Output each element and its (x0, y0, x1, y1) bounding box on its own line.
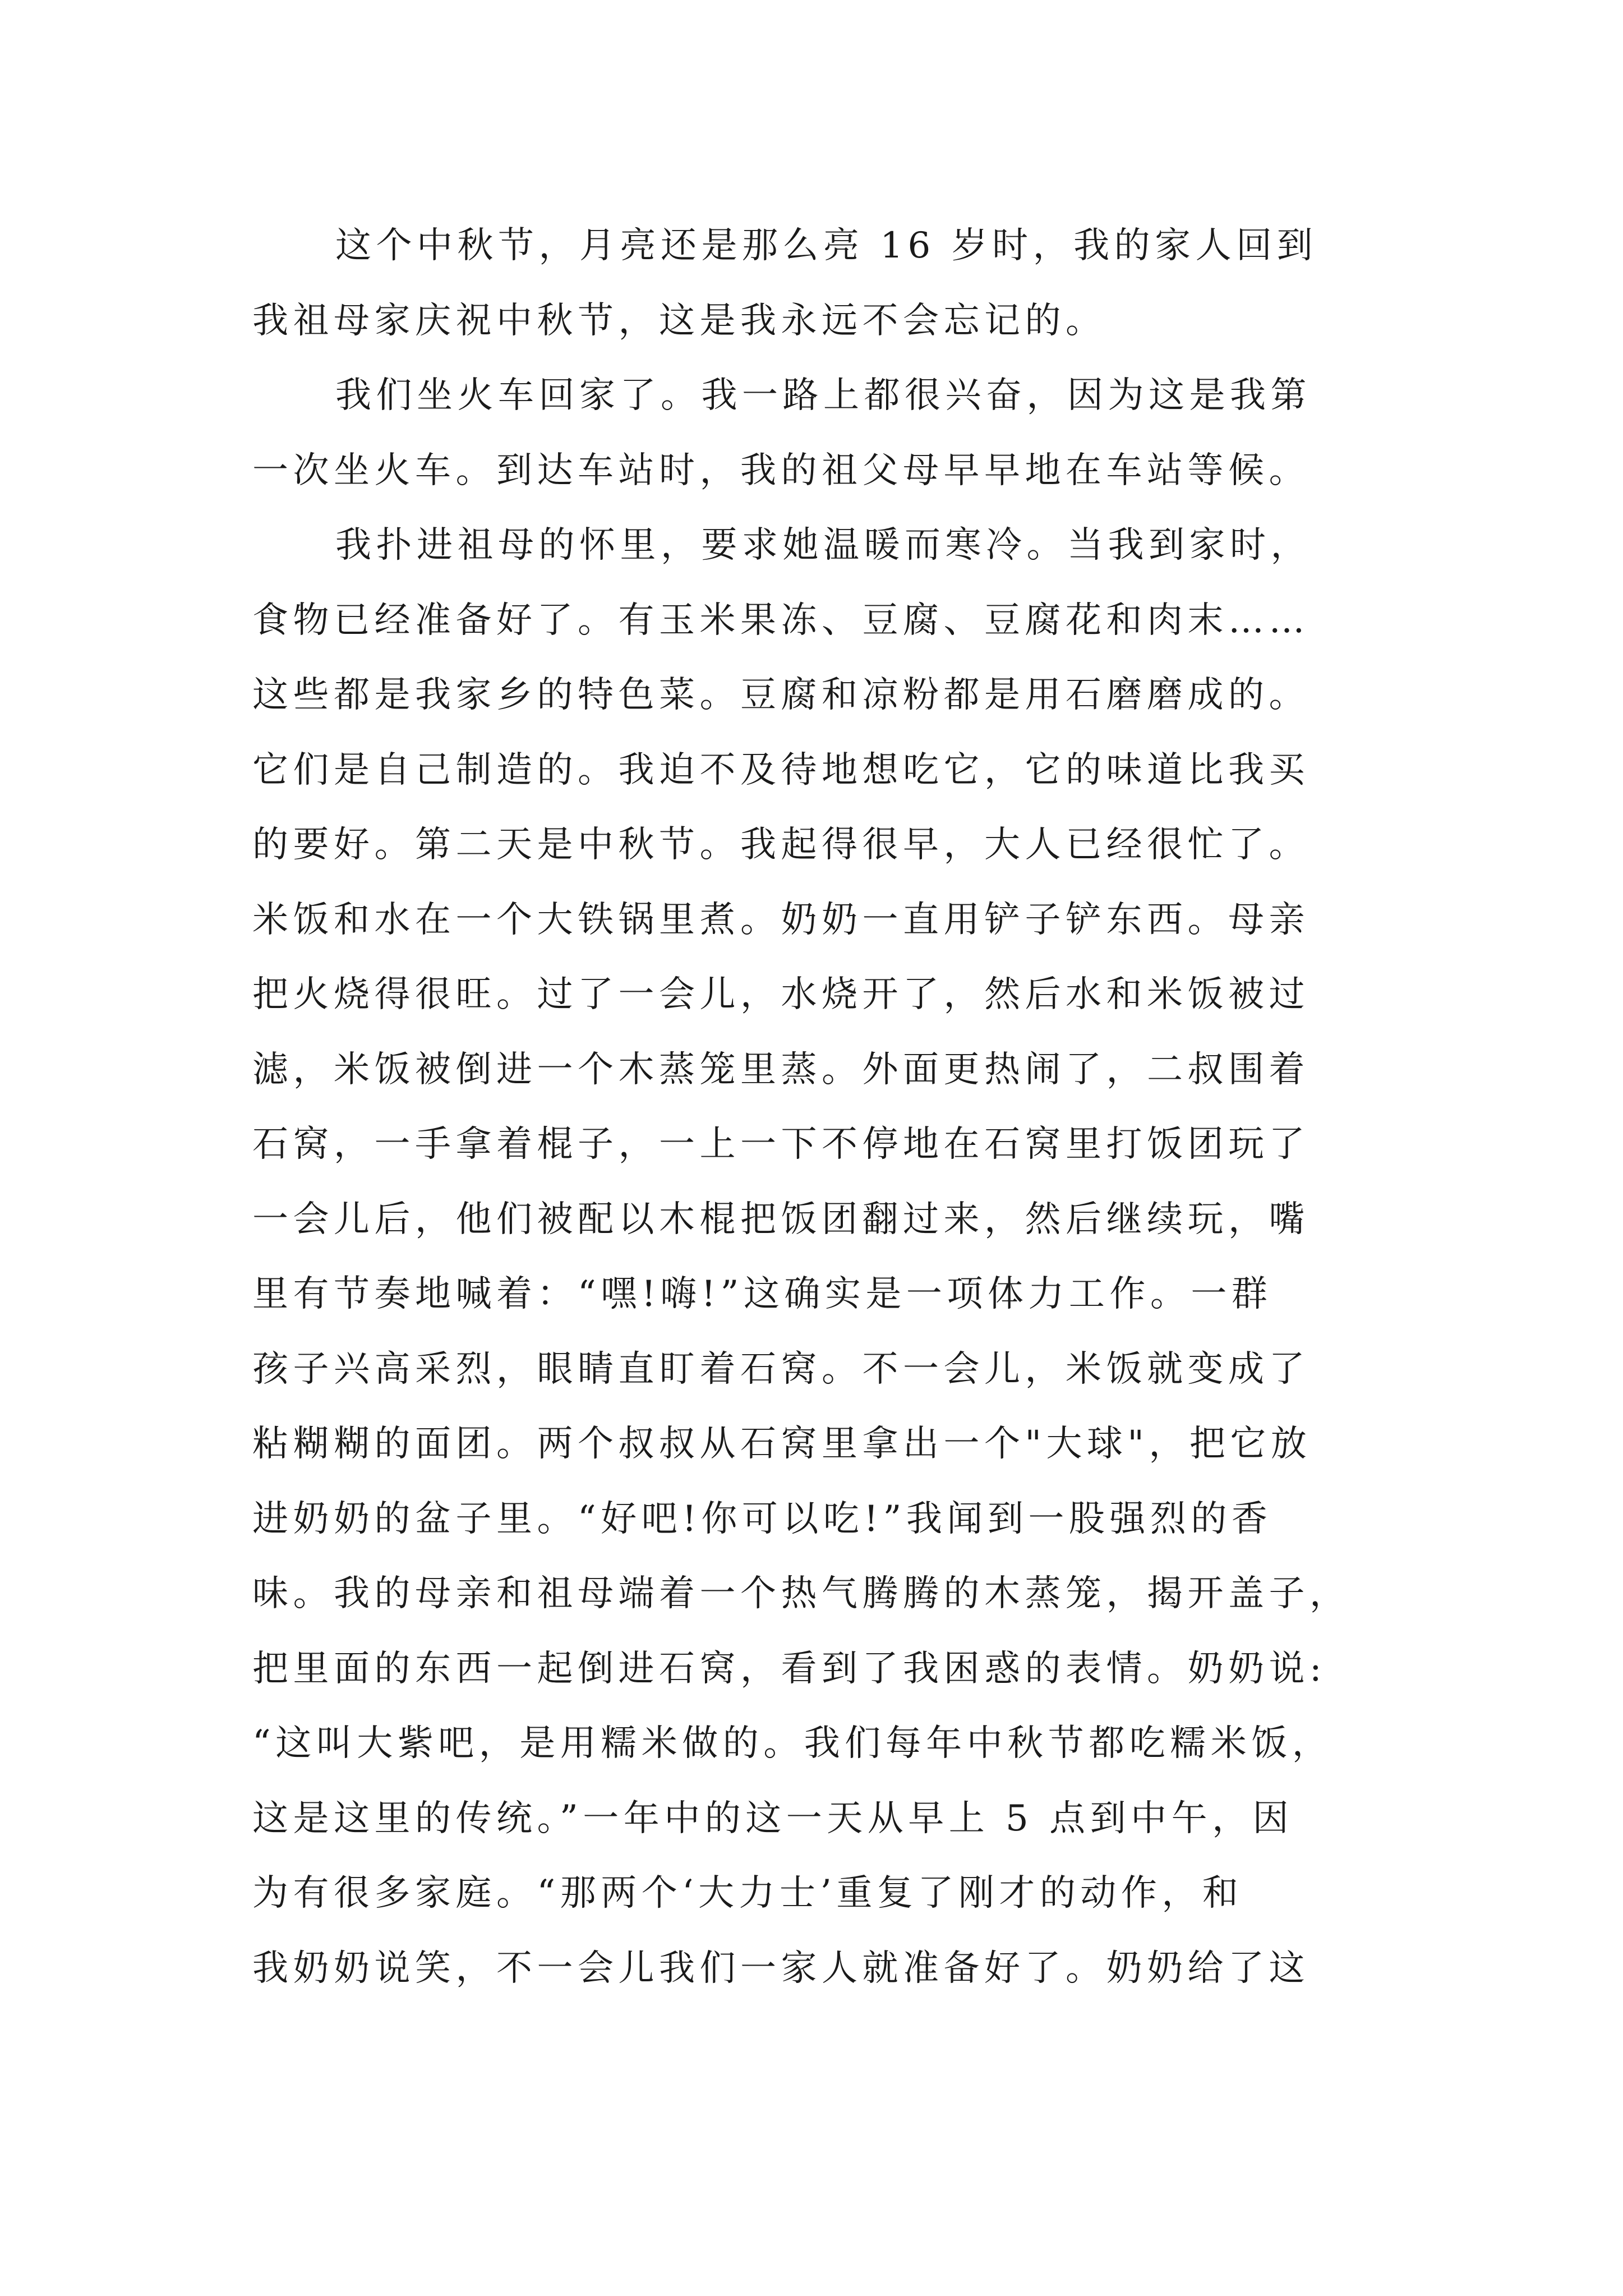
paragraph-line: 这些都是我家乡的特色菜。豆腐和凉粉都是用石磨磨成的。 (252, 674, 1310, 716)
paragraph-line: 味。我的母亲和祖母端着一个热气腾腾的木蒸笼，揭开盖子， (252, 1573, 1350, 1614)
paragraph-line: 它们是自己制造的。我迫不及待地想吃它，它的味道比我买 (252, 749, 1310, 791)
paragraph-line: 粘糊糊的面团。两个叔叔从石窝里拿出一个"大球"，把它放 (252, 1423, 1312, 1465)
paragraph-line: 一次坐火车。到达车站时，我的祖父母早早地在车站等候。 (252, 449, 1310, 491)
paragraph-2 (252, 358, 1380, 508)
paragraph-line: 这是这里的传统。”一年中的这一天从早上 5 点到中午，因 (252, 1797, 1294, 1839)
paragraph-line: 把里面的东西一起倒进石窝，看到了我困惑的表情。奶奶说: (252, 1648, 1327, 1690)
paragraph-line: “这叫大紫吧，是用糯米做的。我们每年中秋节都吃糯米饭， (252, 1723, 1333, 1764)
paragraph-line: 这个中秋节，月亮还是那么亮 16 岁时，我的家人回到 (335, 225, 1318, 266)
paragraph-line: 我们坐火车回家了。我一路上都很兴奋，因为这是我第 (335, 375, 1311, 416)
paragraph-1 (252, 209, 1380, 358)
paragraph-line: 的要好。第二天是中秋节。我起得很早，大人已经很忙了。 (252, 824, 1310, 866)
paragraph-line: 米饭和水在一个大铁锅里煮。奶奶一直用铲子铲东西。母亲 (252, 899, 1310, 941)
paragraph-line: 里有节奏地喊着：“嘿!嗨!”这确实是一项体力工作。一群 (252, 1273, 1272, 1315)
paragraph-line: 滤，米饭被倒进一个木蒸笼里蒸。外面更热闹了，二叔围着 (252, 1048, 1310, 1091)
paragraph-line: 孩子兴高采烈，眼睛直盯着石窝。不一会儿，米饭就变成了 (252, 1348, 1310, 1390)
paragraph-line: 我奶奶说笑，不一会儿我们一家人就准备好了。奶奶给了这 (252, 1947, 1310, 1989)
paragraph-line: 我扑进祖母的怀里，要求她温暖而寒冷。当我到家时， (335, 524, 1311, 566)
paragraph-line: 把火烧得很旺。过了一会儿，水烧开了，然后水和米饭被过 (252, 974, 1310, 1015)
paragraph-line: 进奶奶的盆子里。“好吧!你可以吃!”我闻到一股强烈的香 (252, 1498, 1272, 1540)
paragraph-line: 一会儿后，他们被配以木棍把饭团翻过来，然后继续玩，嘴 (252, 1198, 1310, 1240)
paragraph-line: 为有很多家庭。“那两个‘大力士’重复了刚才的动作，和 (252, 1872, 1243, 1914)
paragraph-line: 石窝，一手拿着棍子，一上一下不停地在石窝里打饭团玩了 (252, 1124, 1310, 1165)
paragraph-line: 食物已经准备好了。有玉米果冻、豆腐、豆腐花和肉末…… (252, 599, 1310, 641)
paragraph-3 (252, 508, 1380, 2006)
document-body (252, 209, 1380, 2006)
paragraph-line: 我祖母家庆祝中秋节，这是我永远不会忘记的。 (252, 300, 1106, 342)
